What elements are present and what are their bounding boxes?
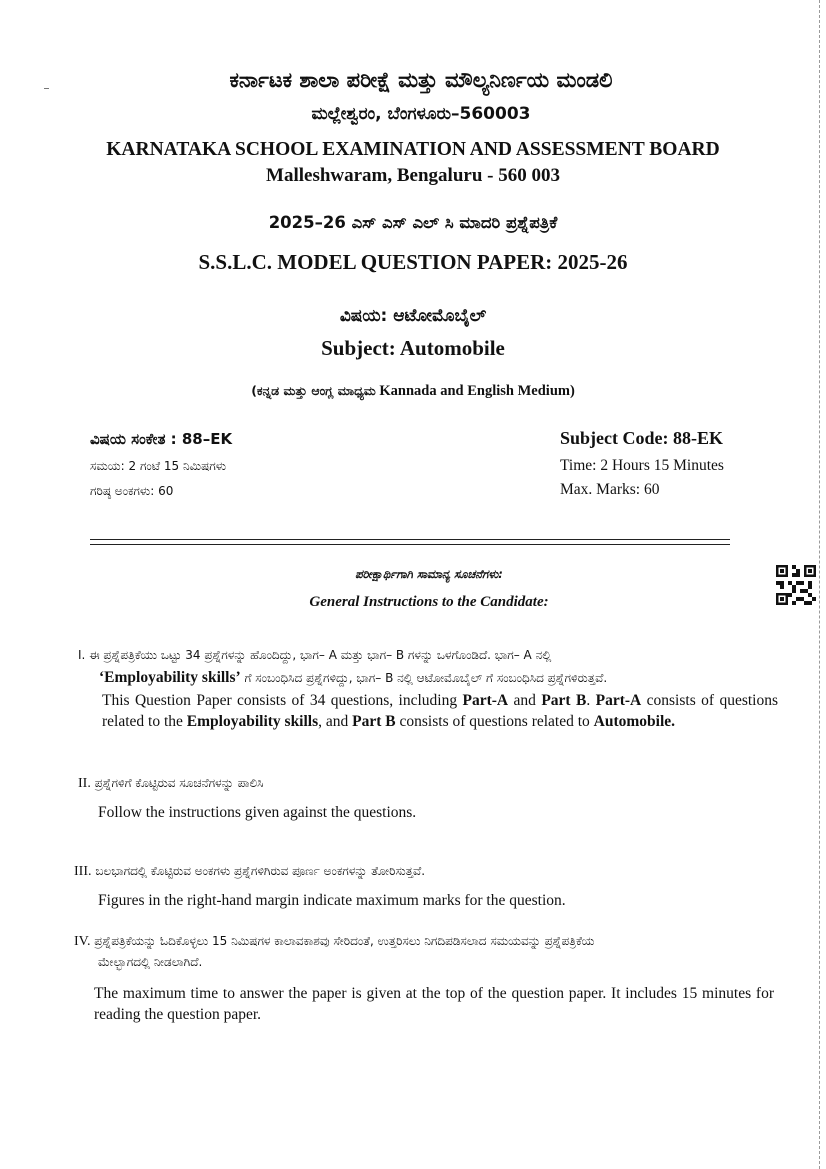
divider-rule-bottom	[90, 544, 730, 545]
part-a-term: Part-A	[595, 692, 642, 709]
subject-code-kannada: ವಿಷಯ ಸಂಕೇತ : 88–EK	[90, 430, 233, 448]
instruction-1-text: This Question Paper consists of 34 questions, including	[102, 692, 463, 709]
medium-line	[0, 383, 826, 400]
instruction-4-kannada	[74, 931, 774, 952]
instruction-1-text: consists of questions related to the	[102, 692, 778, 730]
max-marks-english: Max. Marks: 60	[560, 481, 660, 498]
instruction-2-kannada-text: ಪ್ರಶ್ನೆಗಳಿಗೆ ಕೊಟ್ಟಿರುವ ಸೂಚನೆಗಳನ್ನು ಪಾಲಿಸಿ	[94, 776, 264, 790]
automobile-term: Automobile.	[593, 713, 676, 730]
instruction-number: I.	[78, 648, 86, 662]
instruction-1-english	[78, 690, 778, 732]
instruction-1-text: consists of questions related to	[395, 713, 594, 730]
employability-term: Employability skills	[186, 713, 319, 730]
subject-kannada: ವಿಷಯ: ಆಟೋಮೊಬೈಲ್	[339, 306, 487, 326]
instruction-1-kannada	[78, 645, 778, 666]
employability-skills-term: ‘Employability skills’	[99, 669, 241, 686]
paper-title-kannada: 2025–26 ಎಸ್ ಎಸ್ ಎಲ್ ಸಿ ಮಾದರಿ ಪ್ರಶ್ನೆಪತ್ರಿಕೆ	[268, 213, 558, 232]
subject-code-english: Subject Code: 88-EK	[560, 428, 723, 448]
part-b-term: Part B	[541, 692, 587, 709]
medium-kannada: (ಕನ್ನಡ ಮತ್ತು ಆಂಗ್ಲ ಮಾಧ್ಯಮ	[251, 383, 376, 398]
board-address-english: Malleshwaram, Bengaluru - 560 003	[266, 165, 560, 186]
medium-english: Kannada and English Medium)	[379, 383, 575, 399]
instruction-3-kannada-text: ಬಲಭಾಗದಲ್ಲಿ ಕೊಟ್ಟಿರುವ ಅಂಕಗಳು ಪ್ರಶ್ನೆಗಳಿಗಿರುವ ಪೂರ್ಣ ಅಂಕಗಳನ್ನು ತೋರಿಸುತ್ತವೆ.	[95, 864, 426, 878]
instruction-3-kannada	[74, 861, 774, 882]
paper-title-english: S.S.L.C. MODEL QUESTION PAPER: 2025-26	[198, 250, 628, 274]
instruction-3-english: Figures in the right-hand margin indicate maximum marks for the question.	[98, 892, 566, 909]
board-address-kannada: ಮಲ್ಲೇಶ್ವರಂ, ಬೆಂಗಳೂರು–560003	[311, 104, 531, 124]
max-marks-kannada: ಗರಿಷ್ಠ ಅಂಕಗಳು: 60	[90, 484, 174, 498]
instructions-heading-english: General Instructions to the Candidate:	[309, 594, 549, 610]
instruction-1-kannada-line-2-text: ಗೆ ಸಂಬಂಧಿಸಿದ ಪ್ರಶ್ನೆಗಳಿದ್ದು, ಭಾಗ– B ನಲ್ಲಿ ಆಟೋಮೊಬೈಲ್ ಗೆ ಸಂಬಂಧಿಸಿದ ಪ್ರಶ್ನೆಗಳಿರುತ್ತವೆ.	[240, 671, 608, 685]
instruction-2	[78, 773, 778, 823]
instruction-4-kannada-line-2: ಮೇಲ್ಭಾಗದಲ್ಲಿ ನೀಡಲಾಗಿದೆ.	[98, 955, 203, 969]
instruction-1-kannada-line-2	[78, 666, 778, 690]
instruction-number: III.	[74, 864, 92, 879]
part-a-term: Part-A	[462, 692, 509, 709]
instruction-2-kannada	[78, 773, 778, 794]
instructions-heading-kannada: ಪರೀಕ್ಷಾರ್ಥಿಗಾಗಿ ಸಾಮಾನ್ಯ ಸೂಚನೆಗಳು:	[355, 567, 503, 581]
instruction-3	[74, 861, 774, 911]
instruction-4	[74, 931, 774, 1025]
board-title-kannada: ಕರ್ನಾಟಕ ಶಾಲಾ ಪರೀಕ್ಷೆ ಮತ್ತು ಮೌಲ್ಯನಿರ್ಣಯ ಮಂಡಲಿ	[229, 68, 613, 92]
instruction-1	[78, 645, 778, 732]
instruction-4-kannada-line-1: ಪ್ರಶ್ನೆಪತ್ರಿಕೆಯನ್ನು ಓದಿಕೊಳ್ಳಲು 15 ನಿಮಿಷಗಳ ಕಾಲಾವಕಾಶವು ಸೇರಿದಂತೆ, ಉತ್ತರಿಸಲು ನಿಗದಿಪಡಿಸಲಾದ ಸಮಯವನ್ನು ಪ್ರಶ್ನೆಪತ್ರಿಕೆಯ	[94, 934, 595, 948]
part-b-term: Part B	[352, 713, 396, 730]
subject-english: Subject: Automobile	[321, 336, 505, 360]
instruction-1-kannada-line-1: ಈ ಪ್ರಶ್ನೆಪತ್ರಿಕೆಯು ಒಟ್ಟು 34 ಪ್ರಶ್ನೆಗಳನ್ನು ಹೊಂದಿದ್ದು, ಭಾಗ– A ಮತ್ತು ಭಾಗ– B ಗಳನ್ನು ಒಳಗೊಂಡಿದೆ. ಭಾಗ– A ನಲ್ಲಿ	[89, 648, 552, 662]
instruction-number: II.	[78, 776, 91, 791]
instruction-1-text: , and	[318, 713, 353, 730]
time-english: Time: 2 Hours 15 Minutes	[560, 457, 724, 474]
instruction-4-english: The maximum time to answer the paper is given at the top of the question paper. It includes 15 minutes for reading the question paper.	[94, 985, 774, 1023]
board-title-english: KARNATAKA SCHOOL EXAMINATION AND ASSESSMENT BOARD	[106, 139, 720, 160]
divider-rule-top	[90, 539, 730, 540]
instruction-1-text: and	[508, 692, 542, 709]
instruction-1-text: .	[586, 692, 596, 709]
time-kannada: ಸಮಯ: 2 ಗಂಟೆ 15 ನಿಮಿಷಗಳು	[90, 459, 227, 473]
instruction-2-english: Follow the instructions given against the questions.	[98, 804, 417, 821]
instruction-number: IV.	[74, 934, 91, 949]
